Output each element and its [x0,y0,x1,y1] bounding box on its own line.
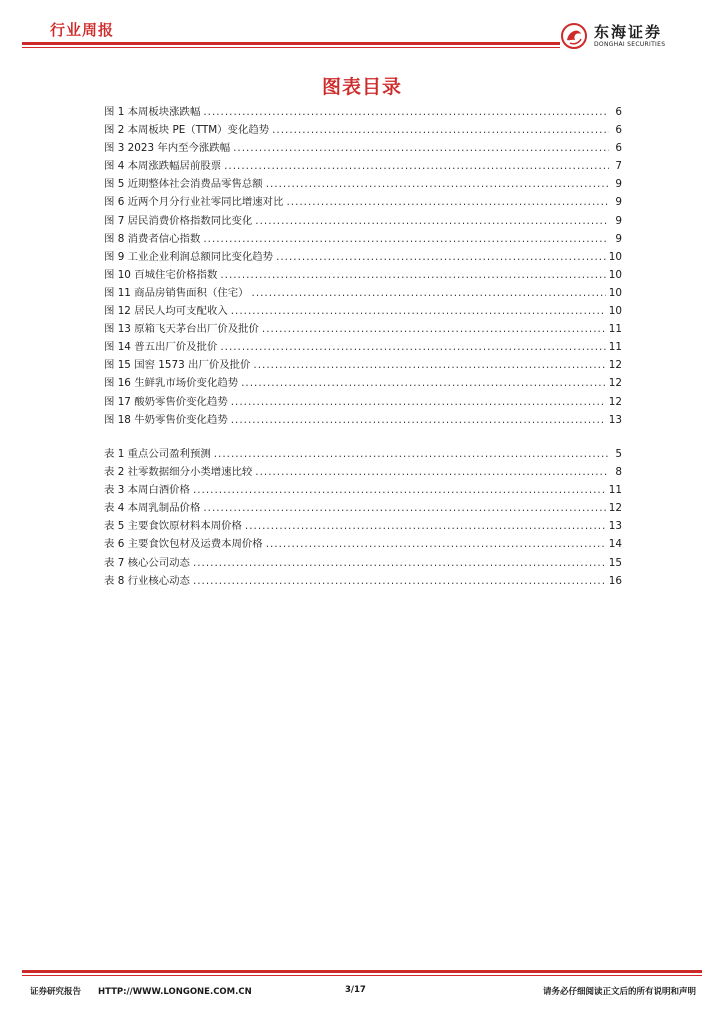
leader-dots [224,160,609,172]
toc-figure-entry[interactable] [104,230,622,248]
toc-figure-entry-page: 9 [615,196,622,209]
toc-table-entry[interactable] [104,572,622,590]
leader-dots [193,557,606,569]
footer-rule [22,970,702,973]
toc-table-entry[interactable] [104,499,622,517]
toc-figure-entry-label: 图 14 普五出厂价及批价 [104,341,218,354]
company-logo [560,22,705,50]
leader-dots [203,106,609,118]
footer-rule-thin [22,975,702,976]
toc-figure-entry-page: 13 [608,413,622,426]
leader-dots [272,124,609,136]
toc-figure-entry-page: 6 [615,124,622,137]
leader-dots [286,196,609,208]
toc-figure-entry-label: 图 16 生鲜乳市场价变化趋势 [104,377,239,390]
figures-list [104,103,622,429]
toc-table-entry-page: 13 [608,520,622,533]
toc-table-entry-label: 表 1 重点公司盈利预测 [104,448,211,460]
toc-figure-entry-label: 图 9 工业企业利润总额同比变化趋势 [104,250,274,263]
toc-figure-entry-label: 图 13 原箱飞天茅台出厂价及批价 [104,323,259,336]
leader-dots [253,359,605,371]
toc-figure-entry-label: 图 15 国窖 1573 出厂价及批价 [104,359,251,372]
toc-figure-entry-page: 10 [608,305,622,318]
toc-table-entry-page: 15 [608,556,622,569]
leader-dots [231,305,606,317]
toc-figure-entry[interactable] [104,411,622,429]
toc-figure-entry-page: 12 [608,377,622,390]
toc-figure-entry-label: 图 3 2023 年内至今涨跌幅 [104,142,231,155]
toc-figure-entry[interactable] [104,393,622,411]
toc-figure-entry-label: 图 10 百城住宅价格指数 [104,268,218,281]
leader-dots [220,269,605,281]
logo-cn-text: 东海证券 [594,22,663,41]
toc-figure-entry[interactable] [104,320,622,338]
toc-figure-entry-page: 10 [608,286,622,299]
leader-dots [231,414,606,426]
toc-table-entry[interactable] [104,445,622,463]
leader-dots [233,142,609,154]
footer-url-link[interactable]: HTTP://WWW.LONGONE.COM.CN [97,987,252,997]
toc-figure-entry-label: 图 7 居民消费价格指数同比变化 [104,214,253,227]
toc-table-entry[interactable] [104,463,622,481]
leader-dots [231,396,606,408]
leader-dots [203,233,609,245]
toc-figure-entry[interactable] [104,157,622,175]
toc-table-entry-label: 表 2 社零数据细分小类增速比较 [104,466,253,479]
toc-figure-entry-label: 图 12 居民人均可支配收入 [104,305,228,318]
toc-table-entry-page: 16 [608,574,622,587]
toc-table-entry[interactable] [104,517,622,535]
toc-figure-entry-page: 6 [615,142,622,155]
logo-en-text: DONGHAI SECURITIES [594,40,666,48]
toc-figure-entry-page: 12 [608,395,622,408]
toc-table-entry-label: 表 4 本周乳制品价格 [104,502,201,515]
toc-figure-entry-label: 图 18 牛奶零售价变化趋势 [104,413,228,426]
toc-figure-entry[interactable] [104,284,622,302]
toc-figure-entry-label: 图 6 近两个月分行业社零同比增速对比 [104,196,284,209]
toc-figure-entry-page: 10 [608,268,622,281]
toc-figure-entry[interactable] [104,212,622,230]
footer-disclaimer: 请务必仔细阅读正文后的所有说明和声明 [542,987,696,997]
toc-table-entry-page: 11 [608,484,622,497]
leader-dots [220,341,605,353]
leader-dots [266,178,609,190]
header-tag: 行业周报 [50,21,115,39]
toc-figure-entry[interactable] [104,356,622,374]
toc-table-entry-page: 5 [615,448,622,460]
toc-table-entry[interactable] [104,535,622,553]
toc-figure-entry-label: 图 8 消费者信心指数 [104,232,201,245]
toc-table-entry-page: 8 [615,466,622,479]
toc-figure-entry-page: 10 [608,250,622,263]
toc-table-entry-page: 12 [608,502,622,515]
toc-figure-entry-label: 图 1 本周板块涨跌幅 [104,106,201,118]
toc-figure-entry[interactable] [104,302,622,320]
leader-dots [262,323,606,335]
toc-figure-entry[interactable] [104,193,622,211]
toc-figure-entry[interactable] [104,266,622,284]
toc-figure-entry[interactable] [104,139,622,157]
toc-figure-entry[interactable] [104,374,622,392]
leader-dots [255,466,609,478]
toc-figure-entry[interactable] [104,121,622,139]
toc-figure-entry[interactable] [104,175,622,193]
footer-report-label: 证券研究报告 [30,987,82,997]
toc-table-entry-label: 表 5 主要食饮原材料本周价格 [104,520,242,533]
toc-figure-entry-label: 图 5 近期整体社会消费品零售总额 [104,178,263,191]
toc-figure-entry[interactable] [104,103,622,121]
footer-left [30,985,252,997]
toc-table-entry-label: 表 7 核心公司动态 [104,556,190,569]
toc-figure-entry-label: 图 11 商品房销售面积（住宅） [104,286,249,299]
toc-table-entry[interactable] [104,554,622,572]
toc-table-entry-page: 14 [608,538,622,551]
leader-dots [214,448,609,460]
toc-figure-entry-page: 11 [608,341,622,354]
toc-table-entry-label: 表 6 主要食饮包材及运费本周价格 [104,538,263,551]
tables-list [104,445,622,590]
leader-dots [193,575,606,587]
toc-table-entry-label: 表 3 本周白酒价格 [104,484,190,497]
toc-figure-entry-label: 图 4 本周涨跌幅居前股票 [104,160,222,173]
dragon-logo-icon [560,22,588,50]
leader-dots [245,520,606,532]
toc-table-entry-label: 表 8 行业核心动态 [104,574,190,587]
toc-figure-entry-page: 12 [608,359,622,372]
leader-dots [203,502,605,514]
toc-figure-entry-label: 图 17 酸奶零售价变化趋势 [104,395,228,408]
toc-figure-entry-page: 11 [608,323,622,336]
leader-dots [241,377,606,389]
toc-figure-entry-page: 6 [615,106,622,118]
leader-dots [193,484,606,496]
toc-table-entry[interactable] [104,481,622,499]
toc-figure-entry[interactable] [104,248,622,266]
leader-dots [266,538,606,550]
toc-figure-entry-page: 9 [615,232,622,245]
leader-dots [255,215,609,227]
leader-dots [252,287,606,299]
footer-page-number: 3/17 [345,985,366,995]
toc-figure-entry[interactable] [104,338,622,356]
leader-dots [276,251,606,263]
toc-figure-entry-page: 9 [615,214,622,227]
toc-figure-entry-label: 图 2 本周板块 PE（TTM）变化趋势 [104,124,270,137]
toc-figure-entry-page: 7 [615,160,622,173]
toc-figure-entry-page: 9 [615,178,622,191]
page-title: 图表目录 [321,76,402,98]
